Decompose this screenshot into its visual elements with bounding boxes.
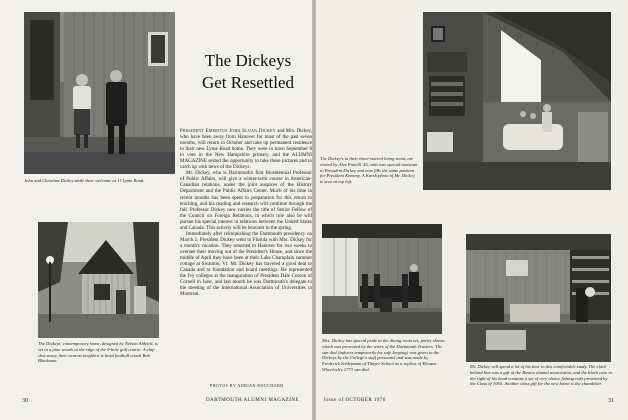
article-title-line-1: The Dickeys [204, 51, 292, 70]
article-body [180, 128, 312, 388]
article-paragraph-1-text: and Mrs. Dickey, who have been away from Hanover for most of the past seven months, will return in October and take up permanent residence in their new Lyme Road home. They were in town September 8 to vote in the New Hampshire primary, and the ALUMNI MAGAZINE seized the opportunity to take these pictures and to catch up with news of the Dickeys. [180, 128, 312, 171]
page-number-right: 31 [608, 398, 614, 404]
caption-study: Mr. Dickey will spend a lot of his time in this comfortable study. The clock behind him was a gift of the Boston alumni association, and the black case to the right of his head contains a set of very choice fishing rods presented by the Class of 1950. Another class gift for the new home is the chandelier. [470, 364, 613, 387]
photo-credit: PHOTOS BY ADRIAN BOUCHARD [210, 384, 284, 388]
article-title-line-2: Get Resettled [201, 73, 295, 92]
caption-living-room: The Dickey's in their three-storied living room, are visited by Alex Fanelli '42, who was special assistant to President Dickey and now fills the same position for President Kemeny. A Karsh photo of Mr. Dickey is seen at top left. [320, 156, 418, 185]
article-paragraph-1 [180, 128, 312, 170]
article-lead: President Emeritus John Sloan Dickey [180, 128, 276, 134]
photo-dining-room [322, 224, 442, 334]
photo-contemporary-house [38, 222, 159, 338]
right-page [316, 0, 628, 420]
running-footer-left: DARTMOUTH ALUMNI MAGAZINE [206, 398, 300, 403]
caption-house: The Dickeys' contemporary home, designed by Nelson Aldrich, is set in a pine woods at the edge of the 9-hole golf course. A chip shot away, their nearest neighbor is head football coach Bob Blackman. [38, 341, 158, 364]
caption-dining-room: Mrs. Dickey has special pride in the dining room set, partly shown, which was presented by the wives of the Dartmouth Trustees. The sun dial (indoors temporarily for safe keeping) was given to the Dickeys by the College's staff personnel and was made by Frederick Schlepman of Thayer School as a replica of Eleazar Wheelock's 1773 sun dial. [322, 338, 446, 372]
page-number-left: 30 [22, 398, 28, 404]
caption-couple: John and Christina Dickey smile their welcome at 11 Lyme Road. [24, 178, 145, 183]
photo-living-room [423, 12, 611, 190]
running-footer-right: Issue of OCTOBER 1970 [324, 398, 386, 403]
article-paragraph-2: Mr. Dickey, who is Dartmouth's first Bicentennial Professor of Public Affairs, will give a winter-term course in American-Canadian relations, under the joint auspices of the History Department and the Public Affairs Center. Much of his time in recent months has been spent in preparation for this return to teaching, and his reading and research will continue through the fall. Professor Dickey now carries the title of Senior Fellow of the Council on Foreign Relations, in which role also he will pursue his special interest in relations between the United States and Canada. This activity will be heaviest in the spring. [180, 170, 312, 231]
photo-study [466, 234, 611, 362]
article-title [188, 50, 308, 94]
article-paragraph-3: Immediately after relinquishing the Dartmouth presidency on March 1, President Dickey went to Florida with Mrs. Dickey for a month's vacation. They returned to Hanover for two weeks to oversee their moving out of the President's House, and since the middle of April they have been at their Lake Champlain summer cottage at Swanton, Vt. Mr. Dickey has traveled a good deal to Canada and to foundation and board meetings. He represented the Ivy colleges at the inauguration of President Dale Corson of Cornell in June, and last month he was Dartmouth's delegate to the meeting of the International Association of Universities in Montreal. [180, 230, 312, 298]
photo-couple-at-door [24, 12, 175, 174]
left-page [0, 0, 312, 420]
